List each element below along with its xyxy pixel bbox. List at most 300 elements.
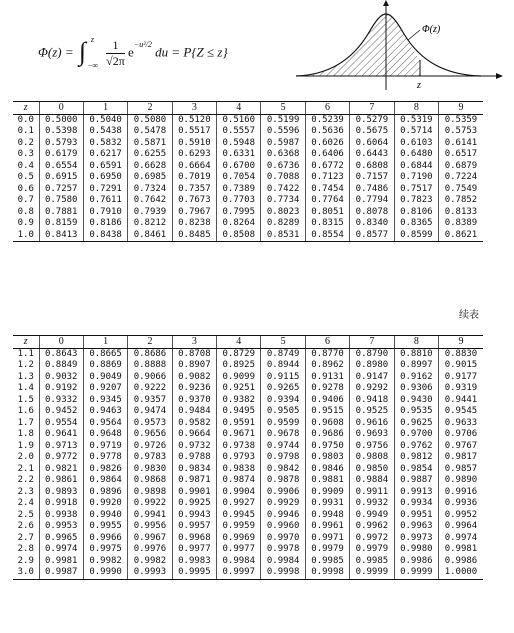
table-row — [13, 114, 483, 126]
probability-cell: 0.9265 — [261, 383, 305, 395]
probability-cell: 0.9871 — [172, 475, 216, 487]
z-value-cell: 1.9 — [17, 440, 34, 451]
probability-cell: 0.9616 — [350, 418, 394, 430]
z-value-cell: 0.8 — [17, 206, 34, 217]
cdf-formula — [38, 34, 228, 70]
probability-cell: 0.5319 — [394, 114, 438, 126]
probability-cell: 0.5675 — [350, 126, 394, 138]
probability-cell: 0.5040 — [83, 114, 127, 126]
probability-cell: 0.9162 — [394, 372, 438, 384]
z-value-cell: 0.2 — [17, 137, 34, 148]
probability-cell: 0.7823 — [394, 195, 438, 207]
probability-cell: 0.9967 — [128, 533, 172, 545]
column-header: 4 — [217, 336, 261, 349]
probability-cell: 0.9700 — [394, 429, 438, 441]
probability-cell: 0.9332 — [39, 395, 83, 407]
probability-cell: 0.6517 — [439, 149, 483, 161]
probability-cell: 0.5398 — [39, 126, 83, 138]
table-row — [13, 395, 483, 407]
probability-cell: 0.8289 — [261, 218, 305, 230]
probability-cell: 0.9948 — [305, 510, 349, 522]
column-header: 6 — [305, 336, 349, 349]
shaded-area — [296, 14, 420, 76]
probability-cell: 0.9973 — [394, 533, 438, 545]
z-value-cell: 0.6 — [17, 183, 34, 194]
probability-cell: 0.9965 — [39, 533, 83, 545]
probability-cell: 0.9981 — [39, 556, 83, 568]
probability-cell: 0.9964 — [439, 521, 483, 533]
probability-cell: 0.9906 — [261, 487, 305, 499]
z-value-cell: 2.5 — [17, 509, 34, 520]
probability-cell: 0.9998 — [261, 567, 305, 579]
probability-cell: 0.7357 — [172, 184, 216, 196]
probability-cell: 0.9452 — [39, 406, 83, 418]
probability-cell: 0.9881 — [305, 475, 349, 487]
probability-cell: 0.8770 — [305, 348, 349, 360]
probability-cell: 0.9999 — [350, 567, 394, 579]
probability-cell: 0.9738 — [217, 441, 261, 453]
probability-cell: 0.7967 — [172, 207, 216, 219]
probability-cell: 0.9898 — [128, 487, 172, 499]
probability-cell: 0.7123 — [305, 172, 349, 184]
probability-cell: 0.7422 — [261, 184, 305, 196]
table-row — [13, 383, 483, 395]
probability-cell: 0.9772 — [39, 452, 83, 464]
probability-cell: 0.9971 — [305, 533, 349, 545]
probability-cell: 0.7794 — [350, 195, 394, 207]
probability-cell: 0.9319 — [439, 383, 483, 395]
probability-cell: 0.9854 — [394, 464, 438, 476]
table-row — [13, 126, 483, 138]
probability-cell: 0.9961 — [305, 521, 349, 533]
column-header: 7 — [350, 102, 394, 115]
table-row — [13, 556, 483, 568]
probability-cell: 0.9925 — [172, 498, 216, 510]
probability-cell: 0.9625 — [394, 418, 438, 430]
probability-cell: 0.9850 — [350, 464, 394, 476]
probability-cell: 0.6217 — [83, 149, 127, 161]
column-header: 0 — [39, 102, 83, 115]
probability-cell: 0.5636 — [305, 126, 349, 138]
probability-cell: 0.7019 — [172, 172, 216, 184]
probability-cell: 0.8315 — [305, 218, 349, 230]
probability-cell: 0.9934 — [394, 498, 438, 510]
table-row — [13, 184, 483, 196]
probability-cell: 0.9920 — [83, 498, 127, 510]
table1-body — [13, 114, 483, 242]
probability-cell: 0.5517 — [172, 126, 216, 138]
probability-cell: 0.5910 — [172, 138, 216, 150]
table-row — [13, 195, 483, 207]
probability-cell: 0.8485 — [172, 230, 216, 242]
probability-cell: 0.9744 — [261, 441, 305, 453]
probability-cell: 0.8665 — [83, 348, 127, 360]
column-header: 9 — [439, 102, 483, 115]
probability-cell: 0.9918 — [39, 498, 83, 510]
probability-cell: 0.8106 — [394, 207, 438, 219]
probability-cell: 0.7224 — [439, 172, 483, 184]
table-row — [13, 418, 483, 430]
table-row — [13, 544, 483, 556]
probability-cell: 0.9515 — [305, 406, 349, 418]
probability-cell: 0.9664 — [172, 429, 216, 441]
x-axis-arrow — [496, 73, 503, 79]
probability-cell: 0.5557 — [217, 126, 261, 138]
probability-cell: 0.9984 — [261, 556, 305, 568]
probability-cell: 0.6103 — [394, 138, 438, 150]
probability-cell: 0.8438 — [83, 230, 127, 242]
probability-cell: 0.9554 — [39, 418, 83, 430]
z-value-cell: 1.7 — [17, 417, 34, 428]
probability-cell: 0.9945 — [217, 510, 261, 522]
probability-cell: 0.9985 — [350, 556, 394, 568]
probability-cell: 0.6443 — [350, 149, 394, 161]
probability-cell: 0.6406 — [305, 149, 349, 161]
probability-cell: 0.7852 — [439, 195, 483, 207]
probability-cell: 0.9981 — [439, 544, 483, 556]
probability-cell: 0.9726 — [128, 441, 172, 453]
probability-cell: 0.6554 — [39, 161, 83, 173]
probability-cell: 0.7454 — [305, 184, 349, 196]
probability-cell: 0.9082 — [172, 372, 216, 384]
probability-cell: 0.9978 — [261, 544, 305, 556]
table-row — [13, 498, 483, 510]
probability-cell: 0.9909 — [305, 487, 349, 499]
probability-cell: 0.5753 — [439, 126, 483, 138]
probability-cell: 0.8643 — [39, 348, 83, 360]
z-value-cell: 0.5 — [17, 172, 34, 182]
probability-cell: 0.8749 — [261, 348, 305, 360]
probability-cell: 0.9946 — [261, 510, 305, 522]
probability-cell: 0.9830 — [128, 464, 172, 476]
phi-label: Φ(z) — [422, 24, 441, 35]
z-value-cell: 2.3 — [17, 486, 34, 497]
z-value-cell: 1.6 — [17, 406, 34, 416]
probability-cell: 0.9890 — [439, 475, 483, 487]
probability-cell: 0.5000 — [39, 114, 83, 126]
probability-cell: 0.9834 — [172, 464, 216, 476]
table-row — [13, 441, 483, 453]
probability-cell: 0.9573 — [128, 418, 172, 430]
z-value-cell: 1.0 — [13, 230, 39, 242]
probability-cell: 0.5987 — [261, 138, 305, 150]
probability-cell: 0.9207 — [83, 383, 127, 395]
probability-cell: 0.9931 — [305, 498, 349, 510]
z-table-part-2 — [13, 335, 483, 580]
probability-cell: 0.7054 — [217, 172, 261, 184]
probability-cell: 0.9874 — [217, 475, 261, 487]
probability-cell: 0.5080 — [128, 114, 172, 126]
probability-cell: 0.9778 — [83, 452, 127, 464]
probability-cell: 0.9911 — [350, 487, 394, 499]
probability-cell: 0.8810 — [394, 348, 438, 360]
probability-cell: 0.9441 — [439, 395, 483, 407]
probability-cell: 0.9987 — [39, 567, 83, 579]
probability-cell: 0.9394 — [261, 395, 305, 407]
probability-cell: 0.8023 — [261, 207, 305, 219]
probability-cell: 0.9706 — [439, 429, 483, 441]
probability-cell: 0.8830 — [439, 348, 483, 360]
probability-cell: 0.9951 — [394, 510, 438, 522]
probability-cell: 0.9713 — [39, 441, 83, 453]
probability-cell: 0.9066 — [128, 372, 172, 384]
probability-cell: 0.5239 — [305, 114, 349, 126]
probability-cell: 0.7673 — [172, 195, 216, 207]
probability-cell: 0.9686 — [305, 429, 349, 441]
column-header: 5 — [261, 336, 305, 349]
table-row — [13, 510, 483, 522]
probability-cell: 0.8621 — [439, 230, 483, 242]
probability-cell: 0.9382 — [217, 395, 261, 407]
probability-cell: 0.6293 — [172, 149, 216, 161]
table-row — [13, 406, 483, 418]
probability-cell: 0.5871 — [128, 138, 172, 150]
table-row — [13, 372, 483, 384]
probability-cell: 0.6628 — [128, 161, 172, 173]
probability-cell: 0.9901 — [172, 487, 216, 499]
exponent: −u²/2 — [133, 40, 152, 50]
phi-leader-line — [408, 30, 420, 40]
probability-cell: 0.9966 — [83, 533, 127, 545]
probability-cell: 0.9222 — [128, 383, 172, 395]
probability-cell: 0.7190 — [394, 172, 438, 184]
probability-cell: 0.7703 — [217, 195, 261, 207]
probability-cell: 0.9656 — [128, 429, 172, 441]
probability-cell: 0.9955 — [83, 521, 127, 533]
probability-cell: 0.6985 — [128, 172, 172, 184]
probability-cell: 0.9719 — [83, 441, 127, 453]
table-row — [13, 348, 483, 360]
probability-cell: 0.5438 — [83, 126, 127, 138]
probability-cell: 0.6879 — [439, 161, 483, 173]
z-value-cell: 2.7 — [17, 532, 34, 543]
formula-rest: du = P{Z ≤ z} — [155, 44, 228, 60]
probability-cell: 0.9932 — [350, 498, 394, 510]
probability-cell: 0.9896 — [83, 487, 127, 499]
probability-cell: 0.9671 — [217, 429, 261, 441]
probability-cell: 0.9032 — [39, 372, 83, 384]
probability-cell: 0.9599 — [261, 418, 305, 430]
probability-cell: 0.8686 — [128, 348, 172, 360]
probability-cell: 0.9979 — [305, 544, 349, 556]
probability-cell: 0.9767 — [439, 441, 483, 453]
probability-cell: 0.9968 — [172, 533, 216, 545]
column-header: 1 — [83, 336, 127, 349]
table1-header-row — [13, 102, 483, 115]
probability-cell: 0.5120 — [172, 114, 216, 126]
probability-cell: 0.9956 — [128, 521, 172, 533]
probability-cell: 0.7291 — [83, 184, 127, 196]
table-row — [13, 172, 483, 184]
table-row — [13, 161, 483, 173]
probability-cell: 0.5948 — [217, 138, 261, 150]
table-row — [13, 475, 483, 487]
probability-cell: 0.9099 — [217, 372, 261, 384]
z-value-cell: 1.8 — [17, 429, 34, 439]
probability-cell: 0.6480 — [394, 149, 438, 161]
probability-cell: 0.9115 — [261, 372, 305, 384]
probability-cell: 0.9893 — [39, 487, 83, 499]
table-row — [13, 487, 483, 499]
table-row — [13, 360, 483, 372]
probability-cell: 0.9582 — [172, 418, 216, 430]
probability-cell: 0.5832 — [83, 138, 127, 150]
probability-cell: 0.7580 — [39, 195, 83, 207]
probability-cell: 0.8264 — [217, 218, 261, 230]
probability-cell: 0.9953 — [39, 521, 83, 533]
probability-cell: 0.9878 — [261, 475, 305, 487]
continued-label: 续表 — [459, 310, 479, 321]
probability-cell: 0.5478 — [128, 126, 172, 138]
probability-cell: 0.9913 — [394, 487, 438, 499]
probability-cell: 0.9817 — [439, 452, 483, 464]
probability-cell: 0.9798 — [261, 452, 305, 464]
probability-cell: 0.9999 — [394, 567, 438, 579]
column-header: 5 — [261, 102, 305, 115]
probability-cell: 0.6368 — [261, 149, 305, 161]
probability-cell: 0.8133 — [439, 207, 483, 219]
column-header: 3 — [172, 336, 216, 349]
z-value-cell: 2.0 — [17, 452, 34, 462]
probability-cell: 0.9147 — [350, 372, 394, 384]
probability-cell: 0.9974 — [439, 533, 483, 545]
table-row — [13, 452, 483, 464]
probability-cell: 0.9756 — [350, 441, 394, 453]
probability-cell: 0.9861 — [39, 475, 83, 487]
probability-cell: 0.9525 — [350, 406, 394, 418]
y-axis-arrow — [383, 0, 389, 6]
z-value-cell: 1.1 — [17, 348, 34, 359]
exp-base: e — [128, 44, 134, 60]
probability-cell: 0.6064 — [350, 138, 394, 150]
fraction-denominator: √2π — [106, 54, 125, 68]
z-value-cell: 1.2 — [17, 360, 34, 370]
z-value-cell: 0.3 — [17, 149, 34, 159]
probability-cell: 0.6772 — [305, 161, 349, 173]
z-value-cell: 1.5 — [17, 394, 34, 405]
probability-cell: 0.9251 — [217, 383, 261, 395]
column-header: 4 — [217, 102, 261, 115]
probability-cell: 0.9545 — [439, 406, 483, 418]
table-row — [13, 138, 483, 150]
probability-cell: 0.7995 — [217, 207, 261, 219]
probability-cell: 0.9236 — [172, 383, 216, 395]
probability-cell: 0.9278 — [305, 383, 349, 395]
probability-cell: 0.9292 — [350, 383, 394, 395]
probability-cell: 0.9986 — [439, 556, 483, 568]
probability-cell: 0.9938 — [39, 510, 83, 522]
probability-cell: 0.9826 — [83, 464, 127, 476]
probability-cell: 0.8980 — [350, 360, 394, 372]
probability-cell: 0.9982 — [83, 556, 127, 568]
probability-cell: 0.5160 — [217, 114, 261, 126]
probability-cell: 0.9535 — [394, 406, 438, 418]
probability-cell: 0.9842 — [261, 464, 305, 476]
probability-cell: 0.9887 — [394, 475, 438, 487]
probability-cell: 0.5714 — [394, 126, 438, 138]
column-header: 9 — [439, 336, 483, 349]
probability-cell: 0.9916 — [439, 487, 483, 499]
probability-cell: 0.9345 — [83, 395, 127, 407]
probability-cell: 0.7157 — [350, 172, 394, 184]
probability-cell: 0.5596 — [261, 126, 305, 138]
probability-cell: 0.9015 — [439, 360, 483, 372]
probability-cell: 0.9591 — [217, 418, 261, 430]
probability-cell: 0.9418 — [350, 395, 394, 407]
table-row — [13, 207, 483, 219]
z-table-part-1 — [13, 101, 483, 242]
probability-cell: 0.9812 — [394, 452, 438, 464]
probability-cell: 0.7549 — [439, 184, 483, 196]
probability-cell: 0.9406 — [305, 395, 349, 407]
probability-cell: 0.7324 — [128, 184, 172, 196]
table-row — [13, 218, 483, 230]
probability-cell: 0.6255 — [128, 149, 172, 161]
probability-cell: 0.8531 — [261, 230, 305, 242]
probability-cell: 0.9986 — [394, 556, 438, 568]
z-value-cell: 0.1 — [17, 126, 34, 136]
probability-cell: 0.8729 — [217, 348, 261, 360]
probability-cell: 0.9983 — [172, 556, 216, 568]
probability-cell: 0.8212 — [128, 218, 172, 230]
probability-cell: 0.5279 — [350, 114, 394, 126]
z-value-cell: 0.0 — [17, 114, 34, 125]
integral-symbol: ∫ — [78, 36, 87, 66]
probability-cell: 0.8997 — [394, 360, 438, 372]
probability-cell: 0.9693 — [350, 429, 394, 441]
probability-cell: 0.9922 — [128, 498, 172, 510]
probability-cell: 0.5199 — [261, 114, 305, 126]
probability-cell: 0.9884 — [350, 475, 394, 487]
table-row — [13, 429, 483, 441]
probability-cell: 0.9979 — [350, 544, 394, 556]
probability-cell: 0.9505 — [261, 406, 305, 418]
z-value-cell: 1.4 — [17, 383, 34, 393]
probability-cell: 0.7486 — [350, 184, 394, 196]
normal-curve-figure — [296, 0, 506, 92]
probability-cell: 0.7939 — [128, 207, 172, 219]
probability-cell: 0.9984 — [217, 556, 261, 568]
probability-cell: 0.9846 — [305, 464, 349, 476]
probability-cell: 0.8365 — [394, 218, 438, 230]
probability-cell: 0.8051 — [305, 207, 349, 219]
probability-cell: 0.8186 — [83, 218, 127, 230]
probability-cell: 0.6591 — [83, 161, 127, 173]
z-value-cell: 2.2 — [17, 475, 34, 485]
probability-cell: 0.8554 — [305, 230, 349, 242]
z-value-cell: 2.6 — [17, 521, 34, 531]
probability-cell: 0.7764 — [305, 195, 349, 207]
probability-cell: 0.9463 — [83, 406, 127, 418]
probability-cell: 0.8577 — [350, 230, 394, 242]
table2-body — [13, 348, 483, 579]
table-row — [13, 149, 483, 161]
z-value-cell: 0.4 — [17, 160, 34, 171]
column-header: 1 — [83, 102, 127, 115]
probability-cell: 0.9357 — [128, 395, 172, 407]
probability-cell: 0.9177 — [439, 372, 483, 384]
probability-cell: 0.6141 — [439, 138, 483, 150]
probability-cell: 0.7517 — [394, 184, 438, 196]
probability-cell: 0.9904 — [217, 487, 261, 499]
probability-cell: 0.9306 — [394, 383, 438, 395]
probability-cell: 0.9750 — [305, 441, 349, 453]
probability-cell: 0.9857 — [439, 464, 483, 476]
probability-cell: 0.9564 — [83, 418, 127, 430]
table-row — [13, 521, 483, 533]
probability-cell: 0.8869 — [83, 360, 127, 372]
probability-cell: 0.9980 — [394, 544, 438, 556]
